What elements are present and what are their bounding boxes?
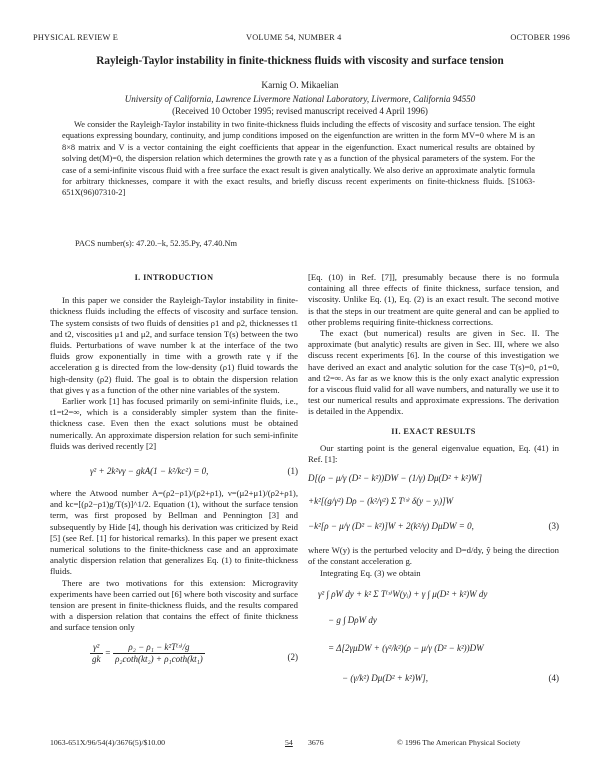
page-number: 3676 [308,738,324,747]
pacs-numbers: PACS number(s): 47.20.−k, 52.35.Py, 47.40.Nm [75,239,238,248]
intro-paragraph-2: Earlier work [1] has focused primarily on semi-infinite fluids, i.e., t1=t2=∞, which is a considerably simpler system than the finite-thickness case. Even then the exact solutions must be obtained numerically. An approximate dispersion relation for such semi-infinite fluids was derived recently [2] [50,396,298,451]
equation-2 [50,640,298,674]
affiliation: University of California, Lawrence Livermore National Laboratory, Livermore, California 94550 [124,94,476,104]
equation-4-number: (4) [548,672,559,683]
author: Karnig O. Mikaelian [261,81,339,91]
copyright: © 1996 The American Physical Society [397,738,521,747]
abstract: We consider the Rayleigh-Taylor instability in two finite-thickness fluids including the effects of viscosity and surface tension. The eight equations expressing boundary, continuity, and jump conditions imposed on the eigenfunction are written in the form MV=0 where M is an 8×8 matrix and V is a vector containing the eight coefficients that appear in the eigenfunction. Exact numerical results are obtained by solving det(M)=0, the dispersion relation which determines the growth rate γ as a function of the physical parameters of the system. For the case of a semi-infinite viscous fluid with a free surface the exact result is given analytically. We also derive an approximate analytic formula for arbitrary thicknesses, compare it with the exact results, and briefly discuss recent experiments on finite-thickness fluids. [S1063-651X(96)07310-2] [62,120,535,198]
equation-3-line-1: D[(ρ − μ/γ (D² − k²))DW − (1/γ) Dμ(D² + k²)W] [308,473,482,484]
equation-4-line-2: − g ∫ DρW dy [328,614,377,625]
equation-4-line-3: = Δ[2γμDW + (γ²/k²)(ρ − μ/γ (D² − k²))DW [328,642,484,653]
intro-paragraph-1: In this paper we consider the Rayleigh-Taylor instability in finite-thickness fluids including the effects of viscosity and surface tension. The system consists of two fluids of densities ρ1 and ρ2, thicknesses t1 and t2, viscosities μ1 and μ2, and surface tension T(s) between the two fluids. Perturbations of wave number k at the interface of the two fluids grow exponentially in time with a growth rate γ if the acceleration g is directed from the low-density (ρ1) fluid towards the high-density (ρ2) fluid. The goal is to obtain the dispersion relation that gives γ as a function of the other nine variables of the system. [50,295,298,395]
equation-4-line-1: γ² ∫ ρW dy + k² Σ T⁽ˢ⁾W(yᵢ) + γ ∫ μ(D² + k²)W dy [318,588,488,599]
footer-volume-marker: 54 [285,738,293,747]
right-column [308,272,559,701]
equation-3-line-2: +k²[(g/γ²) Dρ − (k²/γ²) Σ T⁽ˢ⁾ δ(y − yᵢ)]W [308,496,454,507]
equation-4-line-4: − (γ/k²) Dμ(D² + k²)W], [342,672,429,683]
right-paragraph-1: [Eq. (10) in Ref. [7]], presumably because there is no formula containing all three effects of finite thickness, surface tension, and viscosity. Unlike Eq. (1), Eq. (2) is an exact result. The second motive is that the steps in our treatment are quite general and can be applied to other problems requiring finite-thickness corrections. [308,272,559,327]
section-heading-exact-results: II. EXACT RESULTS [391,426,476,436]
issue-date: OCTOBER 1996 [510,33,570,42]
right-paragraph-3: Our starting point is the general eigenvalue equation, Eq. (41) in Ref. [1]: [308,442,559,465]
article-title: Rayleigh-Taylor instability in finite-thickness fluids with viscosity and surface tension [96,55,504,67]
equation-4 [308,583,559,701]
intro-paragraph-3: where the Atwood number A=(ρ2−ρ1)/(ρ2+ρ1), ν=(μ2+μ1)/(ρ2+ρ1), and kc=[(ρ2−ρ1)g/T(s)]^1/2. Equation (1), without the surface tension term, was first proposed by Bellman and Pennington [3] and subsequently by Hide [4], though his derivation was criticized by Reid [5] (see Ref. [1] for historical remarks). In this paper we present exact numerical solutions to the finite-thickness case and an approximate analytic dispersion relation that generalizes Eq. (1) to finite-thickness fluids. [50,488,298,577]
footer-code: 1063-651X/96/54(4)/3676(5)/$10.00 [50,738,165,747]
running-header [33,33,570,45]
received-date: (Received 10 October 1995; revised manuscript received 4 April 1996) [172,106,428,116]
right-paragraph-2: The exact (but numerical) results are given in Sec. II. The approximate (but analytic) results are given in Sec. III, where we also discuss recent experiments [6]. In the course of this investigation we have derived an exact and analytic solution for the case T(s)=0, ρ1=0, and t2=∞. As far as we know this is the only exact analytic expression for a viscous fluid valid for all wave numbers, and naturally we use it to test our numerical results and approximate expressions. The derivation is detailed in the Appendix. [308,328,559,417]
section-heading-introduction: I. INTRODUCTION [134,273,214,282]
journal-name: PHYSICAL REVIEW E [33,33,118,42]
equation-1-body: γ² + 2k²νγ − gkA(1 − k²/kc²) = 0, [90,466,209,477]
right-paragraph-4: where W(y) is the perturbed velocity and D=d/dy, ŷ being the direction of the constant acceleration g. [308,545,559,567]
left-column [50,272,298,674]
equation-1-number: (1) [287,466,298,477]
equation-3 [308,469,559,545]
right-paragraph-5: Integrating Eq. (3) we obtain [320,567,421,578]
equation-2-number: (2) [287,651,298,662]
equation-3-line-3: −k²[ρ − μ/γ (D² − k²)]W + 2(k²/γ) DμDW = 0, [308,521,474,532]
volume-number: VOLUME 54, NUMBER 4 [246,33,342,42]
equation-1 [50,458,298,488]
equation-3-number: (3) [548,521,559,532]
intro-paragraph-4: There are two motivations for this extension: Microgravity experiments have been carried out [6] where both viscosity and surface tension are present in finite-thickness fluids, and the results compared with a dispersion relation that contains the effect of finite thickness and surface tension only [50,577,298,633]
equation-2-body: $\frac{\text{γ²}}{gk}$ = $\frac{\text{ρ₂ − ρ₁ − k²T⁽ˢ⁾/g}}{\text{ρ₂coth(kt₂) + ρ₁coth(kt₁)}}$ [92,641,203,664]
